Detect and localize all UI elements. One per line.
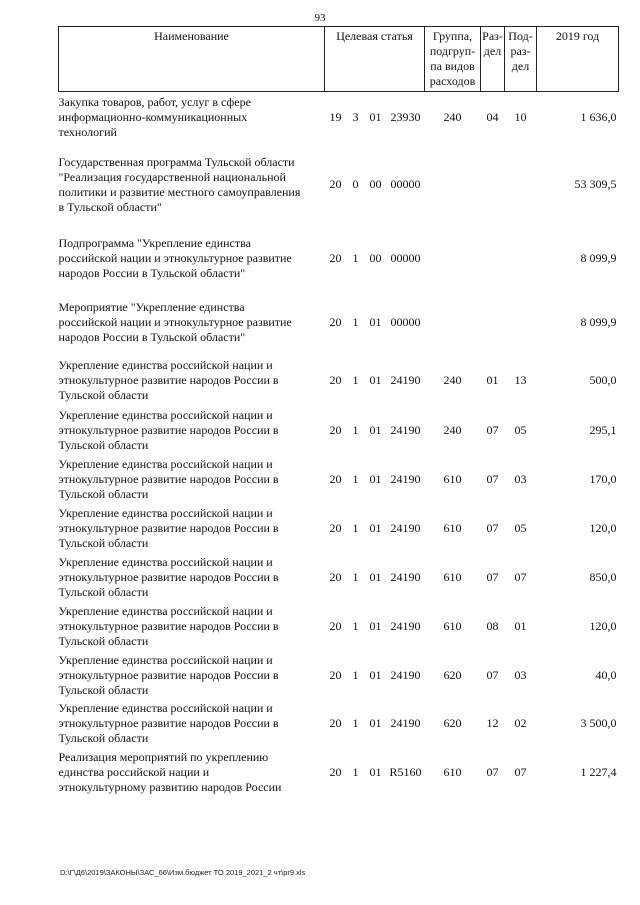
target-code-activity: 00 [369, 177, 382, 191]
target-code-program: 20 [329, 251, 342, 265]
subsection-code: 10 [514, 109, 527, 124]
subsection-code [505, 291, 537, 355]
table-row [59, 504, 619, 553]
table-row [59, 602, 619, 651]
row-name [59, 651, 325, 700]
amount-2019: 8 099,9 [580, 251, 617, 265]
target-code-activity: 01 [369, 315, 382, 329]
row-name-line: Укрепление единства российской нации и [58, 701, 273, 715]
expense-group: 610 [443, 520, 462, 535]
table-row [59, 355, 619, 406]
section-code [481, 143, 505, 227]
subsection-code [505, 143, 537, 227]
row-name-line: политики и развитие местного самоуправления [58, 184, 301, 199]
row-name [59, 602, 325, 651]
row-name [59, 227, 325, 291]
subsection-code: 13 [514, 372, 527, 387]
row-name-line: информационно-коммуникационных [58, 109, 248, 124]
row-name-line: Укрепление единства российской нации и [58, 554, 273, 569]
row-name-line: этнокультурное развитие народов России в [58, 520, 279, 535]
row-name-line: Государственная программа Тульской области [58, 154, 295, 169]
section-code: 07 [486, 667, 499, 682]
expense-group [425, 291, 481, 355]
row-name-line: технологий [58, 124, 117, 139]
target-code-subprogram: 1 [352, 471, 359, 486]
header-section [481, 27, 505, 92]
target-code-program: 20 [329, 520, 342, 535]
row-name-line: народов России в Тульской области" [58, 266, 246, 280]
header-year-2019: 2019 год [537, 27, 619, 92]
target-code-direction: 24190 [390, 569, 421, 584]
table-row [59, 92, 619, 143]
row-name-line: Подпрограмма "Укрепление единства [58, 236, 251, 250]
target-code-subprogram: 0 [352, 177, 359, 191]
amount-2019: 40,0 [595, 667, 617, 682]
row-name-line: этнокультурное развитие народов России в [58, 667, 279, 682]
amount-2019: 1 227,4 [580, 765, 617, 779]
table-header-row [59, 27, 619, 92]
row-name-line: Закупка товаров, работ, услуг в сфере [58, 94, 251, 109]
header-target-article: Целевая статья [325, 27, 425, 92]
row-name-line: этнокультурное развитие народов России в [58, 716, 279, 730]
table-row [59, 291, 619, 355]
row-name-line: российской нации и этнокультурное развитие [58, 315, 292, 329]
row-name [59, 455, 325, 504]
target-code-subprogram: 1 [352, 372, 359, 387]
expense-group: 240 [443, 372, 462, 387]
target-code-subprogram: 1 [352, 569, 359, 584]
target-code-direction: 24190 [390, 422, 421, 437]
row-name-line: Тульской области [58, 633, 149, 648]
expense-group: 610 [443, 471, 462, 486]
table-row [59, 455, 619, 504]
target-code-program: 20 [329, 765, 342, 779]
target-code-program: 20 [329, 471, 342, 486]
header-subsection-line: дел [511, 59, 530, 73]
row-name [59, 355, 325, 406]
target-code-subprogram: 1 [352, 618, 359, 633]
target-code-direction: R5160 [389, 765, 422, 779]
target-code-direction: 24190 [390, 372, 421, 387]
header-group-line: подгруп- [429, 44, 476, 58]
target-code-program: 20 [329, 569, 342, 584]
target-code-direction: 23930 [390, 109, 421, 124]
target-code-direction: 24190 [390, 520, 421, 535]
budget-table [58, 26, 619, 798]
section-code [481, 227, 505, 291]
target-code-activity: 01 [369, 569, 382, 584]
row-name-line: Тульской области [58, 584, 149, 599]
header-subsection [505, 27, 537, 92]
target-code-activity: 00 [369, 251, 382, 265]
header-group-line: па видов [430, 59, 475, 73]
header-subsection-line: раз- [510, 44, 531, 58]
row-name-line: Укрепление единства российской нации и [58, 603, 273, 618]
subsection-code: 03 [514, 471, 527, 486]
target-code-program: 20 [329, 315, 342, 329]
header-group-line: Группа, [432, 29, 473, 43]
row-name [59, 553, 325, 602]
row-name [59, 406, 325, 455]
row-name [59, 748, 325, 798]
subsection-code: 03 [514, 667, 527, 682]
table-row [59, 553, 619, 602]
target-code-direction: 24190 [390, 618, 421, 633]
row-name [59, 700, 325, 748]
target-code-direction: 00000 [390, 315, 421, 329]
subsection-code: 05 [514, 422, 527, 437]
amount-2019: 120,0 [589, 618, 617, 633]
target-code-program: 20 [329, 716, 342, 730]
row-name [59, 143, 325, 227]
target-code-activity: 01 [369, 372, 382, 387]
table-row [59, 748, 619, 798]
subsection-code: 07 [514, 765, 527, 779]
row-name-line: Тульской области [58, 437, 149, 452]
target-code-subprogram: 1 [352, 716, 359, 730]
amount-2019: 120,0 [589, 520, 617, 535]
target-code-subprogram: 1 [352, 422, 359, 437]
table-row [59, 406, 619, 455]
target-code-subprogram: 1 [352, 765, 359, 779]
expense-group: 610 [443, 569, 462, 584]
target-code-program: 20 [329, 422, 342, 437]
row-name-line: Тульской области [58, 682, 149, 697]
target-code-program: 20 [329, 667, 342, 682]
row-name-line: Укрепление единства российской нации и [58, 407, 273, 422]
section-code: 07 [486, 569, 499, 584]
table-row [59, 227, 619, 291]
target-code-subprogram: 1 [352, 520, 359, 535]
expense-group: 610 [443, 618, 462, 633]
row-name-line: в Тульской области" [58, 199, 162, 214]
section-code [481, 291, 505, 355]
row-name-line: Укрепление единства российской нации и [58, 357, 273, 372]
target-code-activity: 01 [369, 471, 382, 486]
target-code-direction: 24190 [390, 716, 421, 730]
section-code: 07 [486, 422, 499, 437]
amount-2019: 1 636,0 [580, 109, 617, 124]
table-row [59, 651, 619, 700]
section-code: 01 [486, 372, 499, 387]
header-expense-group [425, 27, 481, 92]
row-name-line: этнокультурное развитие народов России в [58, 422, 279, 437]
row-name-line: этнокультурное развитие народов России в [58, 372, 279, 387]
amount-2019: 3 500,0 [580, 716, 617, 730]
header-section-line: дел [483, 44, 502, 58]
expense-group [425, 227, 481, 291]
target-code-activity: 01 [369, 716, 382, 730]
amount-2019: 500,0 [589, 372, 617, 387]
row-name-line: Реализация мероприятий по укреплению [58, 750, 269, 764]
target-code-direction: 00000 [390, 251, 421, 265]
row-name-line: "Реализация государственной национальной [58, 169, 286, 184]
header-section-line: Раз- [482, 29, 503, 43]
amount-2019: 295,1 [589, 422, 617, 437]
row-name-line: Мероприятие "Укрепление единства [58, 300, 245, 314]
row-name [59, 291, 325, 355]
expense-group: 240 [443, 109, 462, 124]
target-code-subprogram: 3 [352, 109, 359, 124]
row-name-line: Укрепление единства российской нации и [58, 652, 273, 667]
row-name-line: российской нации и этнокультурное развитие [58, 251, 292, 265]
expense-group: 620 [443, 667, 462, 682]
page-number: 93 [314, 12, 326, 24]
target-code-activity: 01 [369, 422, 382, 437]
row-name-line: Укрепление единства российской нации и [58, 456, 273, 471]
subsection-code: 01 [514, 618, 527, 633]
target-code-program: 20 [329, 177, 342, 191]
section-code: 12 [486, 716, 499, 730]
amount-2019: 8 099,9 [580, 315, 617, 329]
amount-2019: 170,0 [589, 471, 617, 486]
section-code: 07 [486, 765, 499, 779]
table-body [59, 92, 619, 798]
subsection-code: 05 [514, 520, 527, 535]
expense-group: 620 [443, 716, 462, 730]
amount-2019: 53 309,5 [574, 177, 617, 191]
target-code-activity: 01 [369, 618, 382, 633]
section-code: 07 [486, 520, 499, 535]
expense-group: 240 [443, 422, 462, 437]
row-name-line: этнокультурное развитие народов России в [58, 618, 279, 633]
target-code-program: 20 [329, 618, 342, 633]
row-name-line: народов России в Тульской области" [58, 330, 246, 344]
target-code-activity: 01 [369, 109, 382, 124]
header-subsection-line: Под- [508, 29, 533, 43]
row-name-line: этнокультурное развитие народов России в [58, 471, 279, 486]
expense-group: 610 [443, 765, 462, 779]
row-name-line: Тульской области [58, 486, 149, 501]
target-code-subprogram: 1 [352, 251, 359, 265]
target-code-subprogram: 1 [352, 667, 359, 682]
subsection-code [505, 227, 537, 291]
target-code-activity: 01 [369, 520, 382, 535]
target-code-direction: 24190 [390, 471, 421, 486]
target-code-program: 19 [329, 109, 342, 124]
target-code-direction: 00000 [390, 177, 421, 191]
row-name-line: Тульской области [58, 535, 149, 550]
row-name-line: единства российской нации и [58, 765, 210, 779]
table-row [59, 700, 619, 748]
row-name-line: Тульской области [58, 387, 149, 402]
amount-2019: 850,0 [589, 569, 617, 584]
target-code-activity: 01 [369, 667, 382, 682]
row-name [59, 92, 325, 143]
file-path-footer: D:\Г\Д6\2019\ЗАКОНЫ\ЗАС_66\Изм.бюджет ТО 2019_2021_2 чт\pr9.xls [60, 868, 306, 877]
target-code-activity: 01 [369, 765, 382, 779]
header-group-line: расходов [429, 74, 476, 88]
header-name: Наименование [59, 27, 325, 92]
row-name-line: этнокультурному развитию народов России [58, 780, 282, 794]
section-code: 04 [486, 109, 499, 124]
target-code-direction: 24190 [390, 667, 421, 682]
target-code-subprogram: 1 [352, 315, 359, 329]
subsection-code: 02 [514, 716, 527, 730]
row-name [59, 504, 325, 553]
table-row [59, 143, 619, 227]
row-name-line: этнокультурное развитие народов России в [58, 569, 279, 584]
section-code: 08 [486, 618, 499, 633]
section-code: 07 [486, 471, 499, 486]
expense-group [425, 143, 481, 227]
subsection-code: 07 [514, 569, 527, 584]
row-name-line: Укрепление единства российской нации и [58, 505, 273, 520]
target-code-program: 20 [329, 372, 342, 387]
row-name-line: Тульской области [58, 731, 149, 745]
